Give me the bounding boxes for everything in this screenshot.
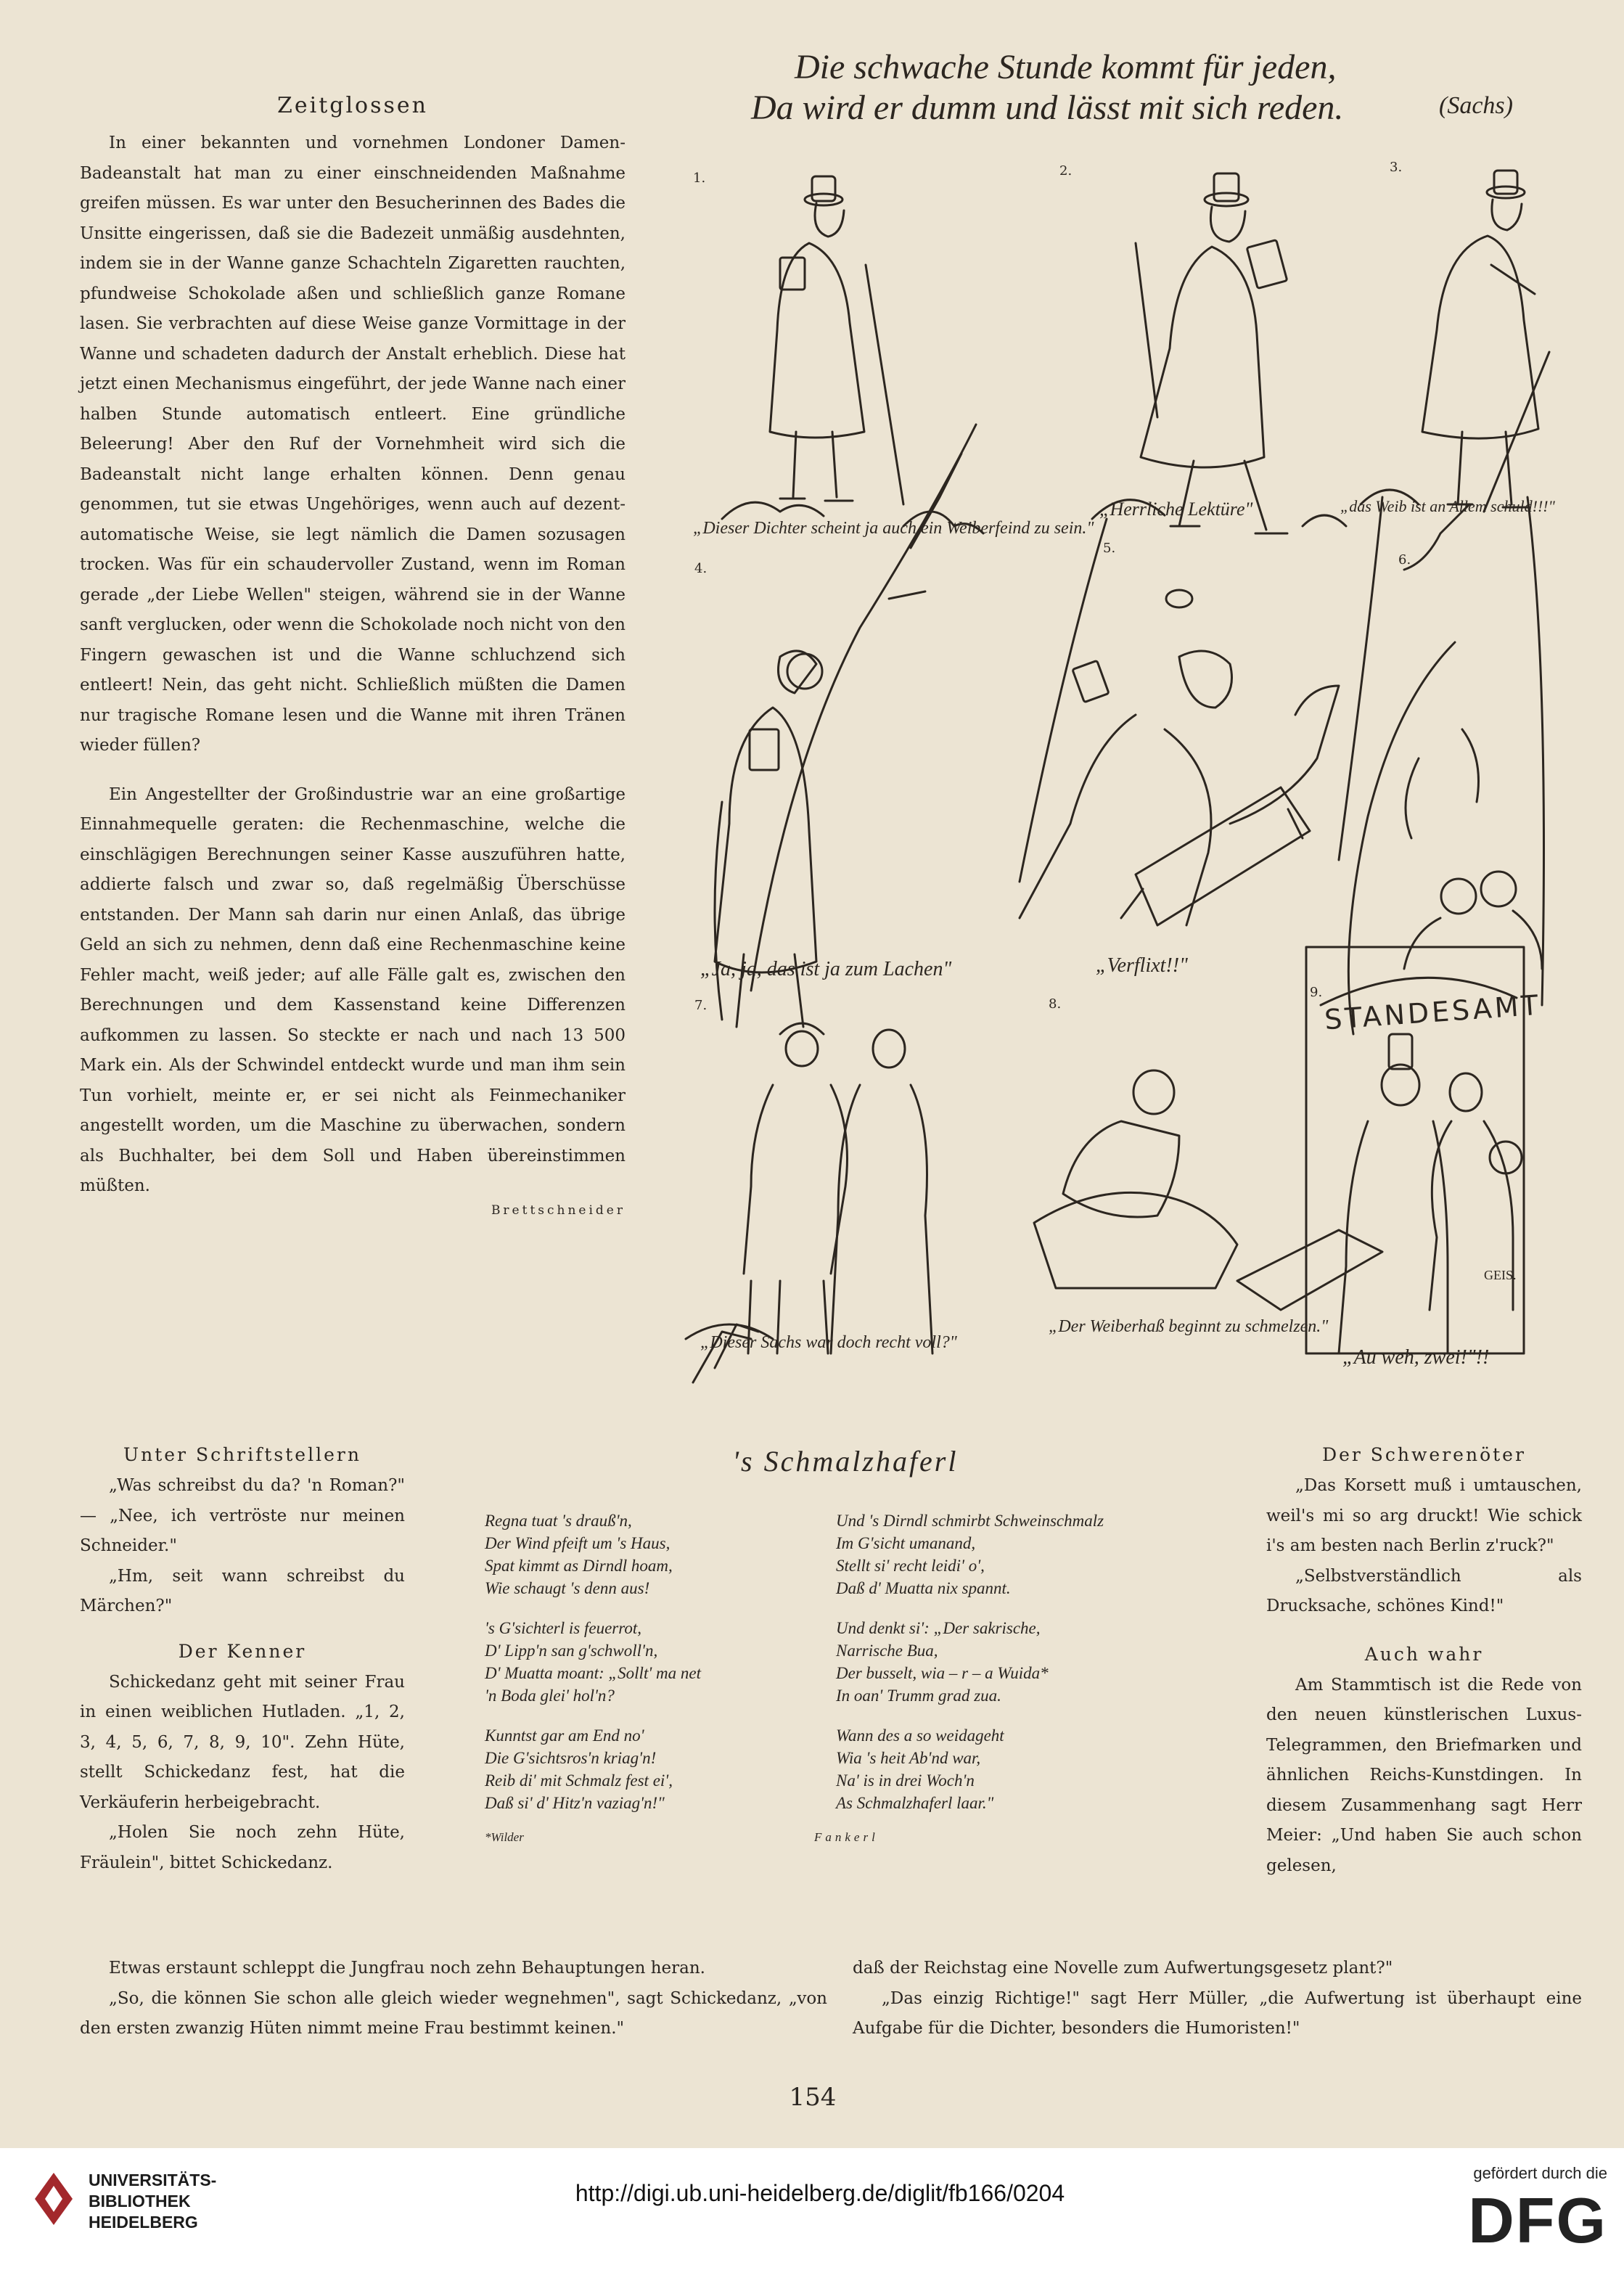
poem-stanza-3: Kunntst gar am End no' Die G'sichtsros'n kriag'n! Reib di' mit Schmalz fest ei', Daß si' d' Hitz'n vaziag'n!" [485, 1726, 673, 1812]
cartoon-title-line-1: Die schwache Stunde kommt für jeden, [795, 48, 1337, 86]
kenner-paragraph-1: Schickedanz geht mit seiner Frau in einen weiblichen Hutladen. „1, 2, 3, 4, 5, 6, 7, 8, 9, 10". Zehn Hüte, stellt Schickedanz fest, hat die Verkäuferin herbeigebracht. [80, 1672, 405, 1812]
schwerenoeter-title: Der Schwerenöter [1322, 1444, 1526, 1465]
dfg-logo: DFG [1468, 2184, 1607, 2256]
university-library-name [89, 2170, 216, 2233]
caption-panel-2: „Herrliche Lektüre" [1099, 499, 1253, 520]
permalink-url[interactable]: http://digi.ub.uni-heidelberg.de/diglit/fb166/0204 [575, 2180, 1065, 2206]
panel-number-4: 4. [694, 561, 708, 576]
panel-5-figure [1020, 497, 1382, 925]
library-name-line-1: UNIVERSITÄTS- [89, 2171, 217, 2189]
schriftsteller-paragraph-1: „Was schreibst du da? 'n Roman?" — „Nee, ich vertröste nur meinen Schneider." [80, 1476, 405, 1555]
cartoon-strip [671, 48, 1586, 1397]
zeitglossen-title: Zeitglossen [277, 93, 428, 118]
caption-panel-5: „Verflixt!!" [1096, 954, 1188, 977]
standesamt-sign: STANDESAMT [1323, 988, 1543, 1036]
panel-6-figure [1348, 497, 1543, 1034]
schriftsteller-title: Unter Schriftstellern [123, 1444, 361, 1465]
caption-panel-1: „Dieser Dichter scheint ja auch ein Weiberfeind zu sein." [693, 519, 1094, 538]
panel-1-figure [722, 176, 983, 533]
panel-3-figure [1361, 171, 1549, 512]
schwerenoeter-paragraph-1: „Das Korsett muß i umtauschen, weil's mi so arg druckt! Wie schick i's am besten nach Berlin z'ruck?" [1266, 1476, 1582, 1555]
panel-number-3: 3. [1390, 160, 1403, 175]
schmalzhaferl-section [435, 1444, 1255, 1844]
poem-author: Fankerl [814, 1830, 879, 1844]
poem-stanza-1: Regna tuat 's drauß'n, Der Wind pfeift um 's Haus, Spat kimmt as Dirndl hoam, Wie schaugt 's denn aus! [485, 1512, 673, 1597]
schmalzhaferl-title: 's Schmalzhaferl [732, 1445, 959, 1478]
panel-number-1: 1. [693, 171, 706, 186]
caption-panel-8: „Der Weiberhaß beginnt zu schmelzen." [1049, 1317, 1329, 1336]
caption-panel-7: „Dieser Sachs war doch recht voll?" [700, 1333, 957, 1352]
library-name-line-3: HEIDELBERG [89, 2213, 198, 2232]
kenner-continuation [80, 1954, 827, 2044]
auchwahr-title: Auch wahr [1364, 1643, 1484, 1665]
poem-right-column [814, 1509, 1242, 1845]
cartoon-artist-signature: GEIS. [1484, 1268, 1517, 1282]
library-name-line-2: BIBLIOTHEK [89, 2192, 191, 2210]
schwerenoeter-paragraph-2: „Selbstverständlich als Drucksache, schönes Kind!" [1266, 1566, 1582, 1615]
zeitglossen-paragraph-1: In einer bekannten und vornehmen Londoner Damen-Badeanstalt hat man zu einer einschneidenden Maßnahme greifen müssen. Es war unter den Besucherinnen des Bades die Unsitte eingerissen, daß sie die Badezeit unmäßig ausdehnten, indem sie in der Wanne ganze Schachteln Zigaretten rauchten, pfundweise Schokolade aßen und schließlich ganze Romane lasen. Sie verbrachten auf diese Weise ganze Vormittage in der Wanne und schadeten dadurch der Anstalt erheblich. Diese hat jetzt einen Mechanismus eingeführt, der jede Wanne nach einer halben Stunde automatisch entleert. Eine gründliche Beleerung! Aber den Ruf der Vornehmheit wird sich die Badeanstalt nicht lange erhalten können. Denn genau genommen, tut sie etwas Ungehöriges, wenn auch auf dezent-automatische Weise, sie legt nämlich die Damen sozusagen trocken. Was für ein schaudervoller Zustand, wenn im Roman gerade „der Liebe Wellen" steigen, während sie in der Wanne sanft verglucken, oder wenn die Schokolade noch nicht von den Fingern gewaschen ist und die Wanne schluchzend sich entleert! Nein, das geht nicht. Schließlich müßten die Damen nur tragische Romane lesen und die Wanne mit ihren Tränen wieder füllen? [80, 134, 626, 755]
schwerenoeter-column [1266, 1440, 1582, 1881]
panel-7-figure [686, 1023, 932, 1382]
caption-panel-3: „das Weib ist an Allem schuld!!!" [1340, 497, 1555, 515]
panel-8-figure [1034, 1070, 1382, 1310]
panel-number-9: 9. [1310, 985, 1323, 1000]
auchwahr-paragraph-3: „Das einzig Richtige!" sagt Herr Müller, „die Aufwertung ist überhaupt eine Aufgabe für die Dichter, besonders die Humoristen!" [853, 1988, 1582, 2038]
funding-note: gefördert durch die [1473, 2164, 1607, 2182]
zeitglossen-author: Brettschneider [491, 1202, 626, 1218]
page-number: 154 [789, 2083, 837, 2112]
panel-number-5: 5. [1103, 541, 1116, 556]
panel-number-2: 2. [1059, 163, 1073, 179]
panel-number-6: 6. [1398, 552, 1411, 568]
cartoon-title-source: (Sachs) [1439, 92, 1513, 119]
cartoon-title-line-2: Da wird er dumm und lässt mit sich reden. [751, 89, 1344, 127]
digitization-footer [0, 2148, 1624, 2270]
zeitglossen-paragraph-2: Ein Angestellter der Großindustrie war an eine großartige Einnahmequelle geraten: die Rechenmaschine, welche die einschlägigen Berechnungen seiner Kasse auszuführen hatte, addierte falsch und zwar so, daß regelmäßig Überschüsse entstanden. Der Mann sah darin nur einen Anlaß, das übrige Geld an sich zu nehmen, denn daß eine Rechenmaschine keine Fehler macht, weiß jeder; auf alle Fälle galt es, zwischen den Berechnungen und dem Kassenstand keine Differenzen aufkommen zu lassen. So steckte er nach und nach 13 500 Mark ein. Als der Schwindel entdeckt wurde und man ihm sein Tun vorhielt, meinte er, er sei nicht als Feinmechaniker angestellt worden, um die Maschine zu überwachen, sondern als Buchhalter, bei dem Soll und Haben übereinstimmen müßten. [80, 784, 626, 1195]
poem-stanza-6: Wann des a so weidageht Wia 's heit Ab'nd war, Na' is in drei Woch'n As Schmalzhaferl laar." [836, 1726, 1004, 1812]
schriftsteller-paragraph-2: „Hm, seit wann schreibst du Märchen?" [80, 1566, 405, 1615]
auchwahr-paragraph-2: daß der Reichstag eine Novelle zum Aufwertungsgesetz plant?" [853, 1959, 1393, 1978]
auchwahr-paragraph-1: Am Stammtisch ist die Rede von den neuen künstlerischen Luxus-Telegrammen, den Briefmarken und ähnlichen Reichs-Kunstdingen. In diesem Zusammenhang sagt Herr Meier: „Und haben Sie auch schon gelesen, [1266, 1675, 1582, 1875]
poem-stanza-4: Und 's Dirndl schmirbt Schweinschmalz Im G'sicht umanand, Stellt si' recht leidi' o', Daß d' Muatta nix spannt. [836, 1512, 1104, 1597]
cartoon-drawing [671, 91, 1586, 1397]
kenner-paragraph-4: „So, die können Sie schon alle gleich wieder wegnehmen", sagt Schickedanz, „von den ersten zwanzig Hüten nimmt meine Frau bestimmt keinen." [80, 1988, 827, 2038]
panel-number-7: 7. [694, 998, 708, 1013]
panel-4-figure [715, 425, 976, 1027]
university-library-logo-icon [30, 2170, 77, 2228]
poem-footnote: *Wilder [485, 1830, 524, 1844]
panel-2-figure [1092, 173, 1346, 533]
poem-left-column [485, 1509, 848, 1845]
zeitglossen-column [80, 93, 626, 1218]
caption-panel-4: „Ja, ja, das ist ja zum Lachen" [700, 958, 952, 980]
caption-panel-9: „Au weh, zwei!"!! [1342, 1346, 1490, 1369]
kenner-paragraph-3: Etwas erstaunt schleppt die Jungfrau noch zehn Behauptungen heran. [109, 1959, 705, 1978]
panel-number-8: 8. [1049, 996, 1062, 1012]
poem-stanza-5: Und denkt si': „Der sakrische, Narrische Bua, Der busselt, wia – r – a Wuida* In oan' Trumm grad zua. [836, 1619, 1049, 1705]
auchwahr-continuation [853, 1954, 1582, 2044]
kenner-title: Der Kenner [178, 1640, 307, 1662]
poem-stanza-2: 's G'sichterl is feuerrot, D' Lipp'n san g'schwoll'n, D' Muatta moant: „Sollt' ma net 'n Boda glei' hol'n? [485, 1619, 701, 1705]
schriftsteller-column [80, 1440, 405, 1878]
kenner-paragraph-2: „Holen Sie noch zehn Hüte, Fräulein", bittet Schickedanz. [80, 1823, 405, 1872]
